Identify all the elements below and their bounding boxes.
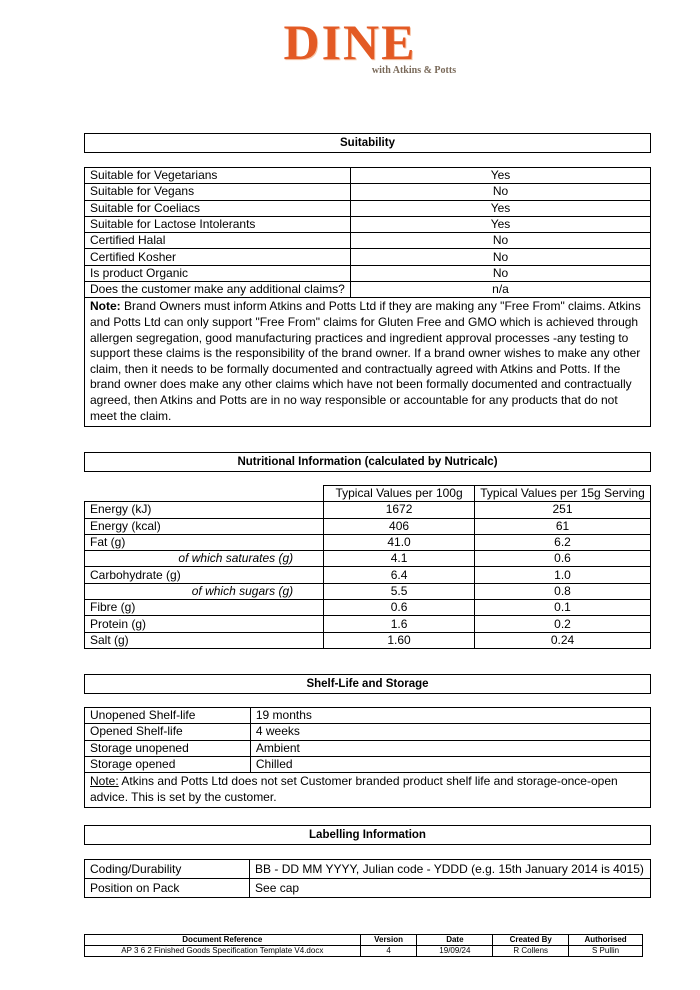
row-label: Suitable for Vegetarians — [85, 168, 351, 184]
table-row — [85, 879, 651, 898]
footer-document-reference: AP 3 6 2 Finished Goods Specification Template V4.docx — [85, 946, 361, 957]
table-row — [85, 518, 651, 534]
row-value: n/a — [350, 282, 650, 298]
row-value: Yes — [350, 200, 650, 216]
note-label: Note: — [90, 299, 121, 314]
document-footer-table — [84, 934, 643, 957]
row-value: BB - DD MM YYYY, Julian code - YDDD (e.g. 15th January 2014 is 4015) — [250, 860, 651, 879]
row-label: Energy (kcal) — [85, 518, 324, 534]
row-per-serving: 1.0 — [475, 567, 651, 583]
header-empty-cell — [85, 486, 324, 502]
table-row — [85, 740, 651, 756]
row-value: No — [350, 233, 650, 249]
table-row — [85, 708, 651, 724]
shelf-life-note — [85, 773, 651, 808]
row-per-serving: 6.2 — [475, 534, 651, 550]
table-row — [85, 551, 651, 567]
row-label: Opened Shelf-life — [85, 724, 251, 740]
table-row — [85, 216, 651, 232]
row-value: Yes — [350, 168, 650, 184]
row-label: Unopened Shelf-life — [85, 708, 251, 724]
footer-authorised: S Pullin — [569, 946, 643, 957]
row-value: Yes — [350, 216, 650, 232]
row-per-100g: 1.6 — [324, 616, 475, 632]
row-per-serving: 0.1 — [475, 600, 651, 616]
footer-header: Authorised — [569, 935, 643, 946]
table-row — [85, 249, 651, 265]
row-label: Position on Pack — [85, 879, 250, 898]
row-value: See cap — [250, 879, 651, 898]
table-row — [85, 265, 651, 281]
row-label: Coding/Durability — [85, 860, 250, 879]
row-per-100g: 0.6 — [324, 600, 475, 616]
row-label: Does the customer make any additional claims? — [85, 282, 351, 298]
table-row — [85, 184, 651, 200]
note-label: Note: — [90, 774, 119, 789]
row-label: Is product Organic — [85, 265, 351, 281]
row-per-100g: 5.5 — [324, 583, 475, 599]
row-value: Chilled — [250, 756, 650, 772]
table-row — [85, 567, 651, 583]
row-value: 19 months — [250, 708, 650, 724]
table-row — [85, 583, 651, 599]
row-per-100g: 1.60 — [324, 632, 475, 648]
suitability-note-row — [85, 298, 651, 427]
table-row — [85, 168, 651, 184]
table-row — [85, 200, 651, 216]
footer-header: Date — [417, 935, 493, 946]
row-value: No — [350, 184, 650, 200]
labelling-title: Labelling Information — [84, 825, 651, 845]
row-label: Suitable for Vegans — [85, 184, 351, 200]
row-label: of which sugars (g) — [85, 583, 324, 599]
row-label: Salt (g) — [85, 632, 324, 648]
table-row — [85, 632, 651, 648]
row-per-100g: 1672 — [324, 502, 475, 518]
shelf-life-table — [84, 707, 651, 808]
table-row — [85, 600, 651, 616]
row-per-serving: 61 — [475, 518, 651, 534]
row-label: Certified Kosher — [85, 249, 351, 265]
suitability-table — [84, 167, 651, 427]
table-row — [85, 724, 651, 740]
row-per-serving: 0.2 — [475, 616, 651, 632]
table-row — [85, 233, 651, 249]
row-per-100g: 4.1 — [324, 551, 475, 567]
row-value: Ambient — [250, 740, 650, 756]
suitability-title: Suitability — [84, 133, 651, 153]
row-per-serving: 0.24 — [475, 632, 651, 648]
row-label: Fat (g) — [85, 534, 324, 550]
table-row — [85, 502, 651, 518]
row-per-100g: 406 — [324, 518, 475, 534]
table-header-row — [85, 486, 651, 502]
footer-header-row — [85, 935, 643, 946]
footer-header: Created By — [493, 935, 569, 946]
note-text: Atkins and Potts Ltd does not set Customer branded product shelf life and storage-once-open advice. This is set by the customer. — [90, 774, 618, 804]
header-per-100g: Typical Values per 100g — [324, 486, 475, 502]
brand-logo — [0, 14, 700, 76]
shelf-life-title: Shelf-Life and Storage — [84, 674, 651, 694]
labelling-table — [84, 859, 651, 898]
row-label: of which saturates (g) — [85, 551, 324, 567]
row-label: Protein (g) — [85, 616, 324, 632]
row-label: Suitable for Lactose Intolerants — [85, 216, 351, 232]
row-label: Storage opened — [85, 756, 251, 772]
row-value: 4 weeks — [250, 724, 650, 740]
table-row — [85, 534, 651, 550]
row-label: Energy (kJ) — [85, 502, 324, 518]
footer-value-row — [85, 946, 643, 957]
table-row — [85, 616, 651, 632]
row-value: No — [350, 265, 650, 281]
nutrition-title: Nutritional Information (calculated by Nutricalc) — [84, 452, 651, 472]
note-text: Brand Owners must inform Atkins and Potts Ltd if they are making any "Free From" claims. Atkins and Potts Ltd can only support "Free From" claims for Gluten Free and GMO which is achieved through allergen segregation, good manufacturing practices and ingredient approval processes -any testing to support these claims is the responsibility of the brand owner. If a brand owner wishes to make any other claim, then it needs to be formally documented and contractually agreed with Atkins and Potts. If the brand owner does make any other claims which have not been formally documented and contractually agreed, then Atkins and Potts are in no way responsible or accountable for any products that do not meet the claim. — [90, 299, 641, 423]
row-per-serving: 0.8 — [475, 583, 651, 599]
row-label: Carbohydrate (g) — [85, 567, 324, 583]
row-per-serving: 0.6 — [475, 551, 651, 567]
row-per-100g: 6.4 — [324, 567, 475, 583]
row-label: Suitable for Coeliacs — [85, 200, 351, 216]
footer-header: Document Reference — [85, 935, 361, 946]
footer-header: Version — [360, 935, 417, 946]
footer-created-by: R Collens — [493, 946, 569, 957]
brand-name: DINE — [283, 14, 417, 70]
table-row — [85, 860, 651, 879]
brand-tagline: with Atkins & Potts — [371, 65, 457, 76]
table-row — [85, 756, 651, 772]
row-per-serving: 251 — [475, 502, 651, 518]
row-per-100g: 41.0 — [324, 534, 475, 550]
footer-version: 4 — [360, 946, 417, 957]
shelf-life-note-row — [85, 773, 651, 808]
row-value: No — [350, 249, 650, 265]
table-row — [85, 282, 651, 298]
header-per-serving: Typical Values per 15g Serving — [475, 486, 651, 502]
row-label: Certified Halal — [85, 233, 351, 249]
row-label: Storage unopened — [85, 740, 251, 756]
footer-date: 19/09/24 — [417, 946, 493, 957]
nutrition-table — [84, 485, 651, 649]
row-label: Fibre (g) — [85, 600, 324, 616]
suitability-note — [85, 298, 651, 427]
